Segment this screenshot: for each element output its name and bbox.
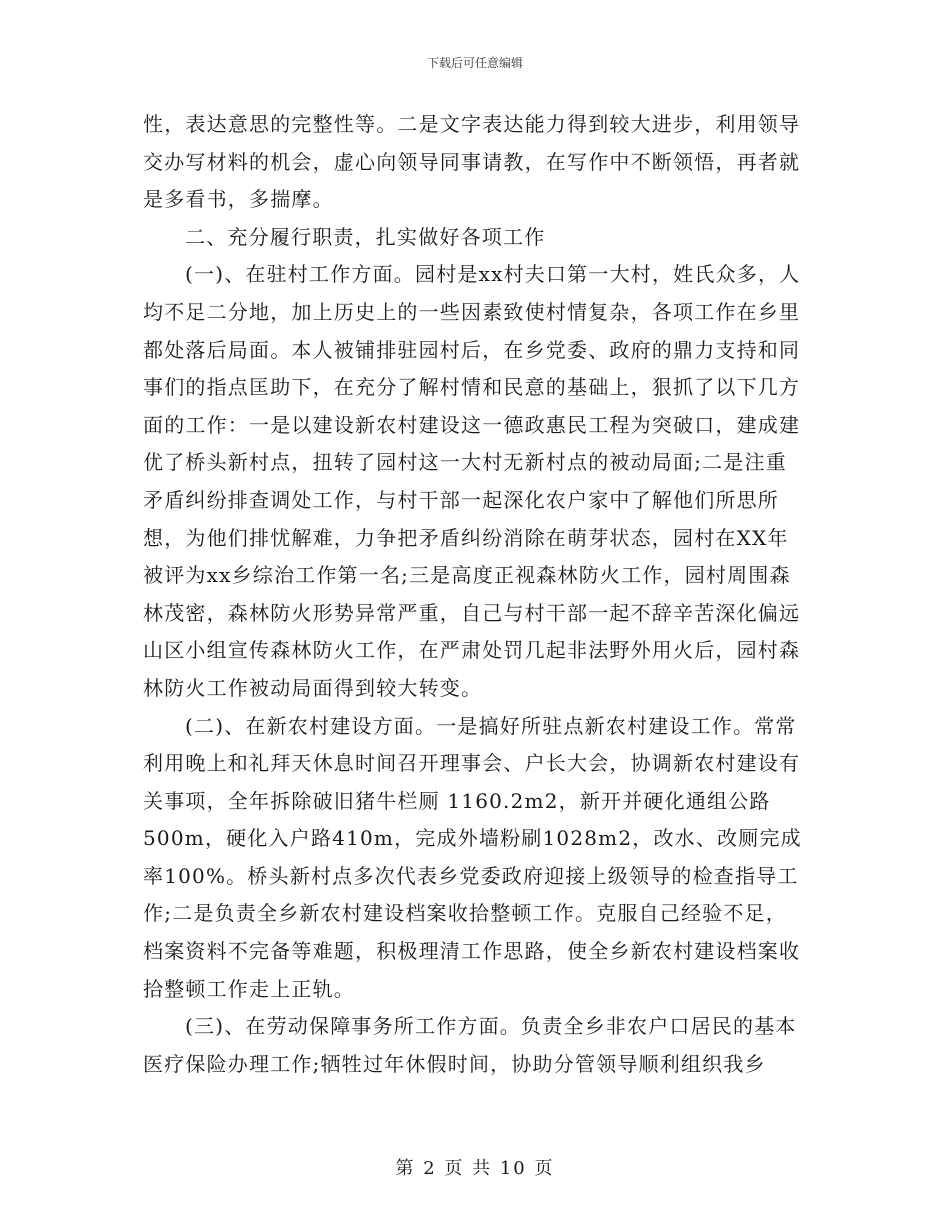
section-heading: 二、充分履行职责，扎实做好各项工作 [185, 224, 546, 249]
paragraph-continued: 性，表达意思的完整性等。二是文字表达能力得到较大进步，利用领导交办写材料的机会，虚心向领导同事请教，在写作中不断领悟，再者就是多看书，多揣摩。 [143, 112, 801, 212]
document-body [143, 106, 807, 1083]
paragraph-labor-security: (三)、在劳动保障事务所工作方面。负责全乡非农户口居民的基本医疗保险办理工作;牺牲过年休假时间，协助分管领导顺利组织我乡 [143, 1014, 797, 1076]
paragraph-village-work: (一)、在驻村工作方面。园村是xx村夫口第一大村，姓氏众多，人均不足二分地，加上历史上的一些因素致使村情复杂，各项工作在乡里都处落后局面。本人被铺排驻园村后，在乡党委、政府的鼎力支持和同事们的指点匡助下，在充分了解村情和民意的基础上，狠抓了以下几方面的工作：一是以建设新农村建设这一德政惠民工程为突破口，建成建优了桥头新村点，扭转了园村这一大村无新村点的被动局面;二是注重矛盾纠纷排查调处工作，与村干部一起深化农户家中了解他们所思所想，为他们排忧解难，力争把矛盾纠纷消除在萌芽状态，园村在XX年被评为xx乡综治工作第一名;三是高度正视森林防火工作，园村周围森林茂密，森林防火形势异常严重，自己与村干部一起不辞辛苦深化偏远山区小组宣传森林防火工作，在严肃处罚几起非法野外用火后，园村森林防火工作被动局面得到较大转变。 [143, 262, 801, 700]
paragraph-new-countryside: (二)、在新农村建设方面。一是搞好所驻点新农村建设工作。常常利用晚上和礼拜天休息时间召开理事会、户长大会，协调新农村建设有关事项，全年拆除破旧猪牛栏厕 1160.2m2，新开并硬化通组公路500m，硬化入户路410m，完成外墙粉刷1028m2，改水、改厕完成率100%。桥头新村点多次代表乡党委政府迎接上级领导的检查指导工作;二是负责全乡新农村建设档案收拾整顿工作。克服自己经验不足，档案资料不完备等难题，积极理清工作思路，使全乡新农村建设档案收拾整顿工作走上正轨。 [143, 713, 802, 1001]
page-header: 下载后可任意编辑 [426, 56, 523, 70]
page-number-footer: 第 2 页 共 10 页 [395, 1158, 555, 1179]
